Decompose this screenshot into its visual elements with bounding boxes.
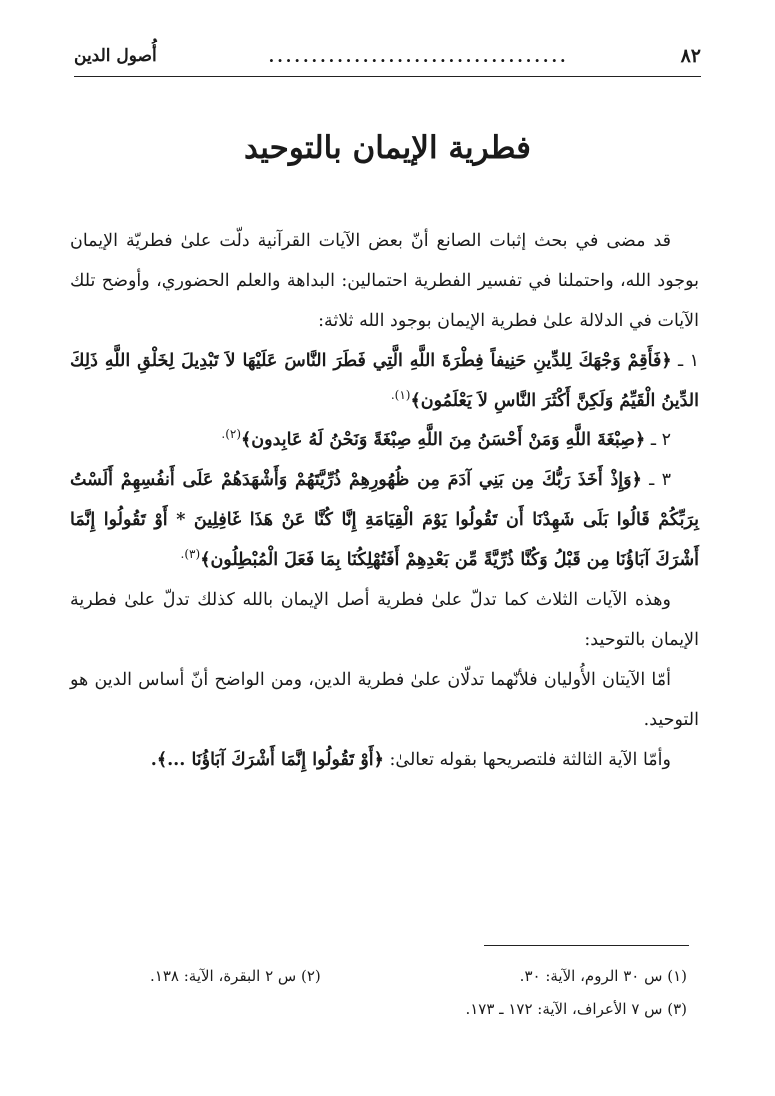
body-text [70,222,699,780]
verse-1 [70,342,699,422]
verse-2 [70,421,699,461]
intro-paragraph: قد مضى في بحث إثبات الصانع أنّ بعض الآيات القرآنية دلّت علىٰ فطريّة الإيمان بوجود الله، واحتملنا في تفسير الفطرية احتمالين: البداهة والعلم الحضوري، وأوضح تلك الآيات في الدلالة علىٰ فطرية الإيمان بوجود الله ثلاثة: [70,231,699,331]
paragraph-4-lead: وأمّا الآية الثالثة فلتصريحها بقوله تعالىٰ: [389,749,671,770]
paragraph-4 [70,741,699,781]
footnote-1: (١) س ٣٠ الروم، الآية: ٣٠. [519,967,687,985]
verse-number: ٣ ـ [649,470,671,491]
footnote-marker: (١). [390,387,411,402]
footnote-2: (٢) س ٢ البقرة، الآية: ١٣٨. [150,967,321,985]
running-title: أُصول الدين [74,46,157,66]
footnotes [150,960,687,1026]
verse-number: ٢ ـ [650,430,671,451]
page-header [74,36,701,77]
chapter-title: فطرية الإيمان بالتوحيد [244,130,531,166]
header-leader-dots: ................................... [268,46,569,66]
footnote-3: (٣) س ٧ الأعراف، الآية: ١٧٢ ـ ١٧٣. [465,1000,687,1018]
footnote-marker: (٢). [221,427,242,442]
paragraph-3: أمّا الآيتان الأُوليان فلأنّهما تدلّان علىٰ فطرية الدين، ومن الواضح أنّ أساس الدين هو التوحيد. [70,669,699,730]
verse-text: ﴿صِبْغَةَ اللَّهِ وَمَنْ أَحْسَنُ مِنَ اللَّهِ صِبْغَةً وَنَحْنُ لَهُ عَابِدون﴾ [241,430,646,451]
page-number: ٨٢ [680,45,701,67]
verse-text: ﴿وَإِذْ أَخَذَ رَبُّكَ مِن بَنِي آدَمَ مِن ظُهُورِهِمْ ذُرِّيَّتَهُمْ وَأَشْهَدَهُمْ عَلَى أَنفُسِهِمْ أَلَسْتُ بِرَبِّكُمْ قَالُوا بَلَى شَهِدْنَا أَن تَقُولُوا يَوْمَ الْقِيَامَةِ إِنَّا كُنَّا عَنْ هَذَا غَافِلِينَ * أَوْ تَقُولُوا إِنَّمَا أَشْرَكَ آبَاؤُنَا مِن قَبْلُ وَكُنَّا ذُرِّيَّةً مِّن بَعْدِهِمْ أَفَتُهْلِكُنَا بِمَا فَعَلَ الْمُبْطِلُون﴾ [70,470,699,571]
verse-number: ١ ـ [678,350,699,371]
footnote-row [150,993,687,1026]
paragraph-4-quote: ﴿أَوْ تَقُولُوا إِنَّمَا أَشْرَكَ آبَاؤُنَا ...﴾. [150,749,384,770]
paragraph-2: وهذه الآيات الثلاث كما تدلّ علىٰ فطرية أصل الإيمان بالله كذلك تدلّ علىٰ فطرية الإيمان بالتوحيد: [70,590,699,650]
footnote-row [150,960,687,993]
verse-text: ﴿فَأَقِمْ وَجْهَكَ لِلدِّينِ حَنِيفاً فِطْرَةَ اللَّهِ الَّتِي فَطَرَ النَّاسَ عَلَيْهَا لاَ تَبْدِيلَ لِخَلْقِ اللَّهِ ذَلِكَ الدِّينُ الْقَيِّمُ وَلَكِنَّ أَكْثَرَ النَّاسِ لاَ يَعْلَمُون﴾ [70,350,699,411]
footnote-divider [484,945,689,946]
verse-3 [70,461,699,581]
footnote-marker: (٣). [180,547,201,562]
